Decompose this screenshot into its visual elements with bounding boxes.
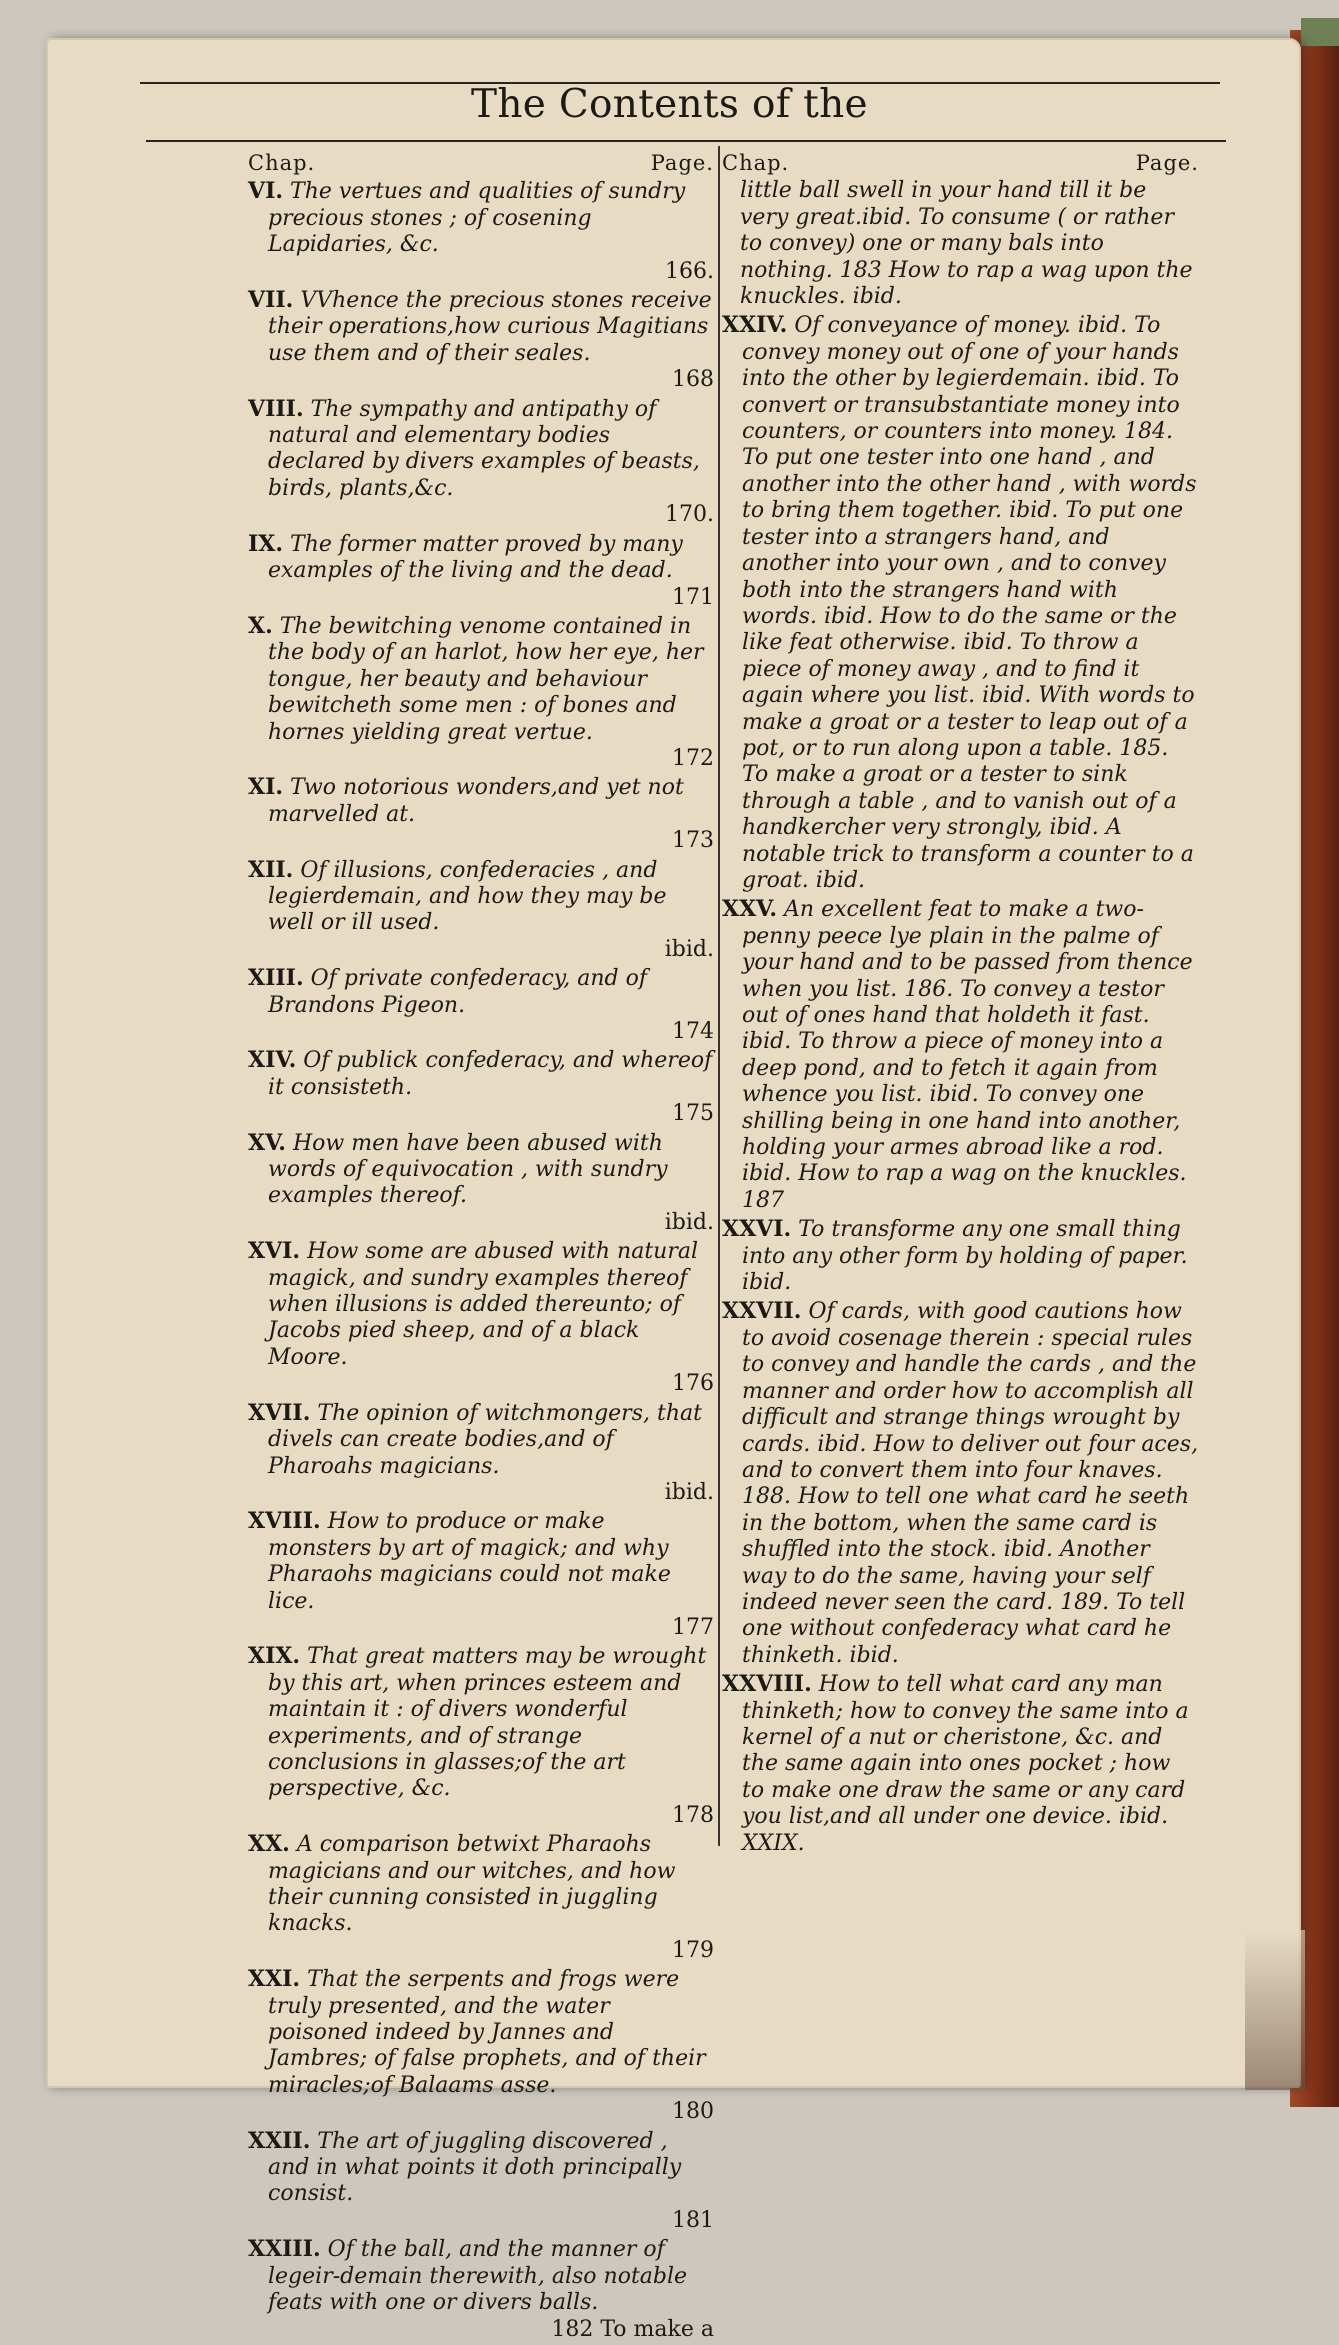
chapter-title: Of cards, with good cautions how to avoid cosenage therein : special rules to convey and handle the cards , and the manner and order how to accomplish all difficult and strange things wrought by cards. ibid. How to deliver out four aces, and to convert them into four knaves. 188. How to tell one what card he seeth in the bottom, when the same card is shuffled into the stock. ibid. Another way to do the same, having your self indeed never seen the card. 189. To tell one without confederacy what card he thinketh. ibid. xyxy=(742,1299,1199,1668)
chapter-title: The opinion of witchmongers, that divels can create bodies,and of Pharoahs magicians. xyxy=(268,1400,702,1479)
contents-entry xyxy=(722,312,1199,894)
contents-entry xyxy=(248,531,714,611)
chapter-number: XXVI. xyxy=(722,1216,792,1243)
right-entry-list xyxy=(722,178,1199,1857)
chapter-number: XIV. xyxy=(248,1047,297,1074)
chapter-number: VIII. xyxy=(248,395,304,422)
page-corner-shadow xyxy=(1245,1930,1305,2090)
chapter-title: The former matter proved by many examples of the living and the dead. xyxy=(268,531,683,584)
contents-entry xyxy=(248,287,714,394)
chapter-number: XXI. xyxy=(248,1966,301,1993)
contents-entry xyxy=(248,1400,714,1507)
contents-right-column xyxy=(722,150,1199,1859)
chapter-title: An excellent feat to make a two-penny peece lye plain in the palme of your hand and to be passed from thence when you list. 186. To convey a testor out of ones hand that holdeth it fast. ibid. To throw a piece of money into a deep pond, and to fetch it again from whence you list. ibid. To convey one shilling being in one hand into another, holding your armes abroad like a rod. ibid. How to rap a wag on the knuckles. 187 xyxy=(742,897,1193,1213)
page-number: 166. xyxy=(665,258,714,284)
contents-entry xyxy=(248,1047,714,1127)
page-title: The Contents of the xyxy=(471,82,868,127)
chapter-title: The bewitching venome contained in the body of an harlot, how her eye, her tongue, her beauty and behaviour bewitcheth some men : of bones and hornes yielding great vertue. xyxy=(268,613,704,745)
chapter-number: XIII. xyxy=(248,965,304,992)
contents-left-column xyxy=(248,150,714,2345)
chapter-title: How men have been abused with words of equivocation , with sundry examples thereof. xyxy=(268,1130,668,1209)
page-number: 173 xyxy=(672,828,714,854)
title-rule xyxy=(146,140,1226,142)
chapter-number: VI. xyxy=(248,178,284,205)
chapter-number: XXVIII. xyxy=(722,1671,812,1698)
page-number: ibid. xyxy=(664,936,714,962)
contents-entry xyxy=(248,1966,714,2125)
chapter-number: XX. xyxy=(248,1831,290,1858)
page-edge-tab xyxy=(1301,18,1339,46)
chapter-number: XIX. xyxy=(248,1643,301,1670)
chapter-title: That great matters may be wrought by this art, when princes esteem and maintain it : of divers wonderful experiments, and of strange conclusions in glasses;of the art perspective, &c. xyxy=(268,1644,707,1802)
page-label: Page. xyxy=(1135,151,1199,175)
chapter-title: little ball swell in your hand till it be very great.ibid. To consume ( or rather to convey) one or many bals into nothing. 183 How to rap a wag upon the knuckles. ibid. xyxy=(740,178,1193,310)
chapter-number: VII. xyxy=(248,287,294,314)
contents-entry xyxy=(248,178,714,285)
chapter-number: XXIV. xyxy=(722,312,788,339)
chapter-title: That the serpents and frogs were truly presented, and the water poisoned indeed by Jannes and Jambres; of false prophets, and of their miracles;of Balaams asse. xyxy=(268,1967,706,2098)
column-divider xyxy=(718,146,720,1846)
chapter-number: XI. xyxy=(248,774,284,801)
contents-entry xyxy=(248,396,714,529)
contents-entry xyxy=(722,178,1199,310)
page-label: Page. xyxy=(650,151,714,175)
contents-entry xyxy=(248,1130,714,1237)
page-number: 178 xyxy=(672,1802,714,1828)
page-number: 175 xyxy=(672,1101,714,1127)
chapter-number: XVI. xyxy=(248,1238,301,1265)
chapter-title: The vertues and qualities of sundry precious stones ; of cosening Lapidaries, &c. xyxy=(268,179,686,258)
page-number: 176 xyxy=(672,1371,714,1397)
right-column-header xyxy=(722,150,1199,176)
page-number: 172 xyxy=(672,745,714,771)
chapter-number: XXVII. xyxy=(722,1298,802,1325)
page-number: ibid. xyxy=(664,1209,714,1235)
chapter-title: The art of juggling discovered , and in what points it doth principally consist. xyxy=(268,2128,682,2207)
chapter-title: How to tell what card any man thinketh; how to convey the same into a kernel of a nut or cheristone, &c. and the same again into ones pocket ; how to make one draw the same or any card you list,and all under one device. ibid. XXIX. xyxy=(742,1672,1189,1856)
chapter-title: Of the ball, and the manner of legeir-demain therewith, also notable feats with one or divers balls. xyxy=(268,2237,688,2316)
page-number: 174 xyxy=(672,1019,714,1044)
page-number: 171 xyxy=(672,584,714,610)
contents-entry xyxy=(722,1298,1199,1669)
page-number: 179 xyxy=(672,1937,714,1963)
chapter-number: XXV. xyxy=(722,896,778,923)
contents-entry xyxy=(248,2128,714,2235)
chapter-number: XV. xyxy=(248,1129,286,1156)
chapter-title: How to produce or make monsters by art of magick; and why Pharaohs magicians could not make lice. xyxy=(268,1509,671,1614)
contents-entry xyxy=(248,1643,714,1829)
page-number: 181 xyxy=(672,2207,714,2233)
chapter-title: Two notorious wonders,and yet not marvelled at. xyxy=(268,775,684,827)
chapter-number: X. xyxy=(248,612,273,639)
chapter-title: Of publick confederacy, and whereof it consisteth. xyxy=(268,1048,713,1100)
chapter-title: VVhence the precious stones receive their operations,how curious Magitians use them and of their seales. xyxy=(268,288,712,366)
chapter-number: XII. xyxy=(248,856,294,883)
chap-label: Chap. xyxy=(248,151,316,175)
chapter-title: How some are abused with natural magick, and sundry examples thereof when illusions is added thereunto; of Jacobs pied sheep, and of a black Moore. xyxy=(268,1239,698,1370)
page-number: 168 xyxy=(672,367,714,393)
chapter-title: The sympathy and antipathy of natural and elementary bodies declared by divers examples of beasts, birds, plants,&c. xyxy=(268,396,700,501)
contents-entry xyxy=(722,896,1199,1214)
left-column-header xyxy=(248,150,714,176)
contents-entry xyxy=(722,1671,1199,1857)
chapter-number: IX. xyxy=(248,530,284,557)
page-number: ibid. xyxy=(664,1479,714,1505)
chapter-title: Of conveyance of money. ibid. To convey money out of one of your hands into the other by legierdemain. ibid. To convert or transubstantiate money into counters, or counters into money. 184. To put one tester into one hand , and another into the other hand , with words to bring them together. ibid. To put one tester into a strangers hand, and another into your own , and to convey both into the strangers hand with words. ibid. How to do the same or the like feat otherwise. ibid. To throw a piece of money away , and to find it again where you list. ibid. With words to make a groat or a tester to leap out of a pot, or to run along upon a table. 185. To make a groat or a tester to sink through a table , and to vanish out of a handkercher very strongly, ibid. A notable trick to transform a counter to a groat. ibid. xyxy=(742,313,1197,893)
chapter-number: XVII. xyxy=(248,1399,311,1426)
contents-entry xyxy=(248,965,714,1045)
contents-entry xyxy=(248,1831,714,1964)
chapter-title: To transforme any one small thing into any other form by holding of paper. ibid. xyxy=(742,1217,1188,1296)
contents-entry xyxy=(248,2236,714,2343)
contents-entry xyxy=(248,1508,714,1641)
page-number: 170. xyxy=(665,502,714,528)
page-number: 177 xyxy=(672,1614,714,1640)
chapter-title: A comparison betwixt Pharaohs magicians and our witches, and how their cunning consisted in juggling knacks. xyxy=(268,1832,676,1937)
contents-entry xyxy=(248,1238,714,1397)
chap-label: Chap. xyxy=(722,151,790,175)
chapter-number: XXIII. xyxy=(248,2236,321,2263)
contents-entry xyxy=(248,774,714,854)
chapter-title: Of illusions, confederacies , and legierdemain, and how they may be well or ill used. xyxy=(268,857,667,936)
page-number: 182 To make a xyxy=(551,2316,714,2342)
left-entry-list xyxy=(248,178,714,2343)
chapter-title: Of private confederacy, and of Brandons Pigeon. xyxy=(268,966,648,1018)
chapter-number: XXII. xyxy=(248,2127,311,2154)
page-number: 180 xyxy=(672,2099,714,2125)
contents-entry xyxy=(248,857,714,964)
contents-entry xyxy=(248,613,714,772)
contents-entry xyxy=(722,1216,1199,1296)
chapter-number: XVIII. xyxy=(248,1508,321,1535)
